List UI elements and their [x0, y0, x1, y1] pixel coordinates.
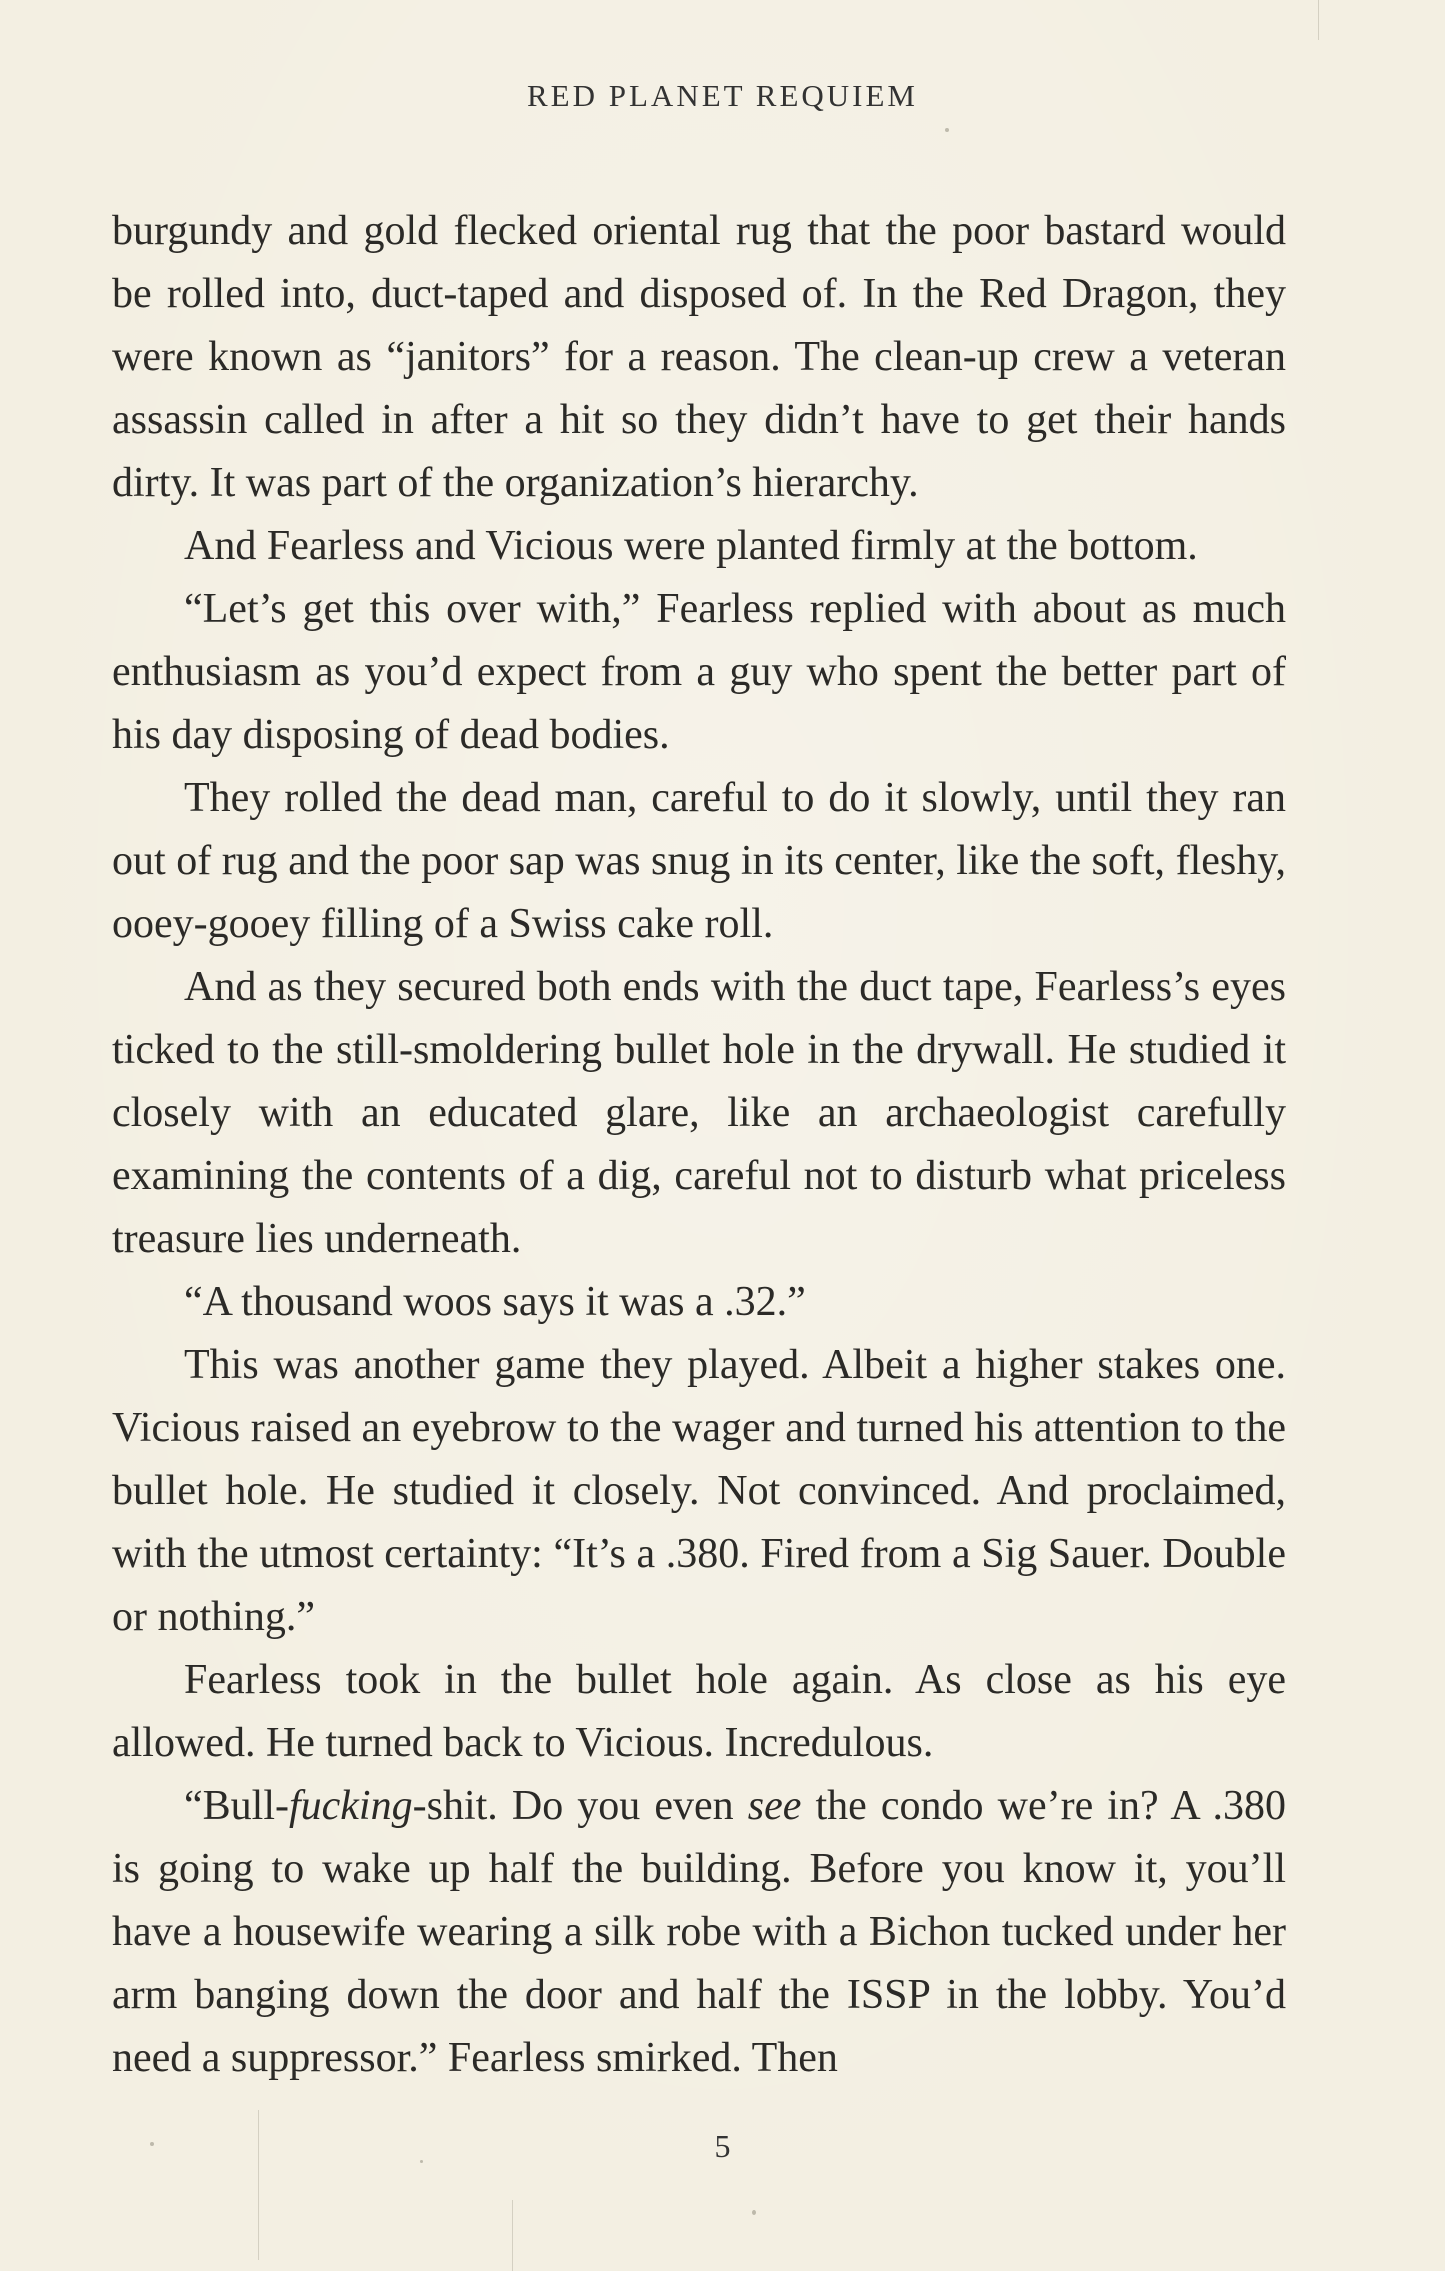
paragraph-5-text: And as they secured both ends with the duct tape, Fearless’s eyes ticked to the still-smoldering bullet hole in the drywall. He studied it closely with an educated glare, like an archaeologist carefully examining the contents of a dig, careful not to disturb what priceless treasure lies underneath.: [112, 964, 1286, 1262]
paragraph-9: [112, 1775, 1286, 2090]
scan-scratch: [258, 2110, 259, 2260]
paragraph-6-text: “A thousand woos says it was a .32.”: [184, 1279, 806, 1325]
paragraph-5: [112, 956, 1286, 1271]
paragraph-7-text: This was another game they played. Albeit a higher stakes one. Vicious raised an eyebrow to the wager and turned his attention to the bullet hole. He studied it closely. Not convinced. And proclaimed, with the utmost certainty: “It’s a .380. Fired from a Sig Sauer. Double or nothing.”: [112, 1342, 1286, 1640]
paragraph-4-text: They rolled the dead man, careful to do it slowly, until they ran out of rug and the poor sap was snug in its center, like the soft, fleshy, ooey-gooey filling of a Swiss cake roll.: [112, 775, 1286, 947]
paragraph-3-text: “Let’s get this over with,” Fearless replied with about as much enthusiasm as you’d expect from a guy who spent the better part of his day disposing of dead bodies.: [112, 586, 1286, 758]
paragraph-9-italic: fucking: [288, 1783, 413, 1829]
scan-speck: [752, 2210, 756, 2215]
scan-speck: [150, 2142, 154, 2146]
running-head: RED PLANET REQUIEM: [527, 78, 918, 113]
paragraph-1-text: burgundy and gold flecked oriental rug that the poor bastard would be rolled into, duct-taped and disposed of. In the Red Dragon, they were known as “janitors” for a reason. The clean-up crew a veteran assassin called in after a hit so they didn’t have to get their hands dirty. It was part of the organization’s hierarchy.: [112, 208, 1286, 506]
paragraph-4: [112, 767, 1286, 956]
paragraph-1: [112, 200, 1286, 515]
paragraph-2-text: And Fearless and Vicious were planted firmly at the bottom.: [184, 523, 1198, 569]
paragraph-9-text: -shit. Do you even: [412, 1783, 748, 1829]
scan-speck: [945, 128, 949, 132]
paragraph-9-text: the condo we’re in? A .380 is going to wake up half the building. Before you know it, you’ll have a housewife wearing a silk robe with a Bichon tucked under her arm banging down the door and half the ISSP in the lobby. You’d need a suppressor.” Fearless smirked. Then: [112, 1783, 1286, 2081]
scan-speck: [420, 2160, 423, 2163]
paragraph-6: [112, 1271, 1286, 1334]
paragraph-3: [112, 578, 1286, 767]
paragraph-8-text: Fearless took in the bullet hole again. As close as his eye allowed. He turned back to Vicious. Incredulous.: [112, 1657, 1286, 1766]
paragraph-9-text: “Bull-: [184, 1783, 289, 1829]
paragraph-2: [112, 515, 1286, 578]
paragraph-8: [112, 1649, 1286, 1775]
page-number: 5: [714, 2128, 731, 2164]
body-text: [112, 200, 1286, 2090]
scan-scratch: [512, 2200, 513, 2271]
scan-scratch: [1318, 0, 1319, 40]
paragraph-7: [112, 1334, 1286, 1649]
paragraph-9-italic: see: [747, 1783, 802, 1829]
